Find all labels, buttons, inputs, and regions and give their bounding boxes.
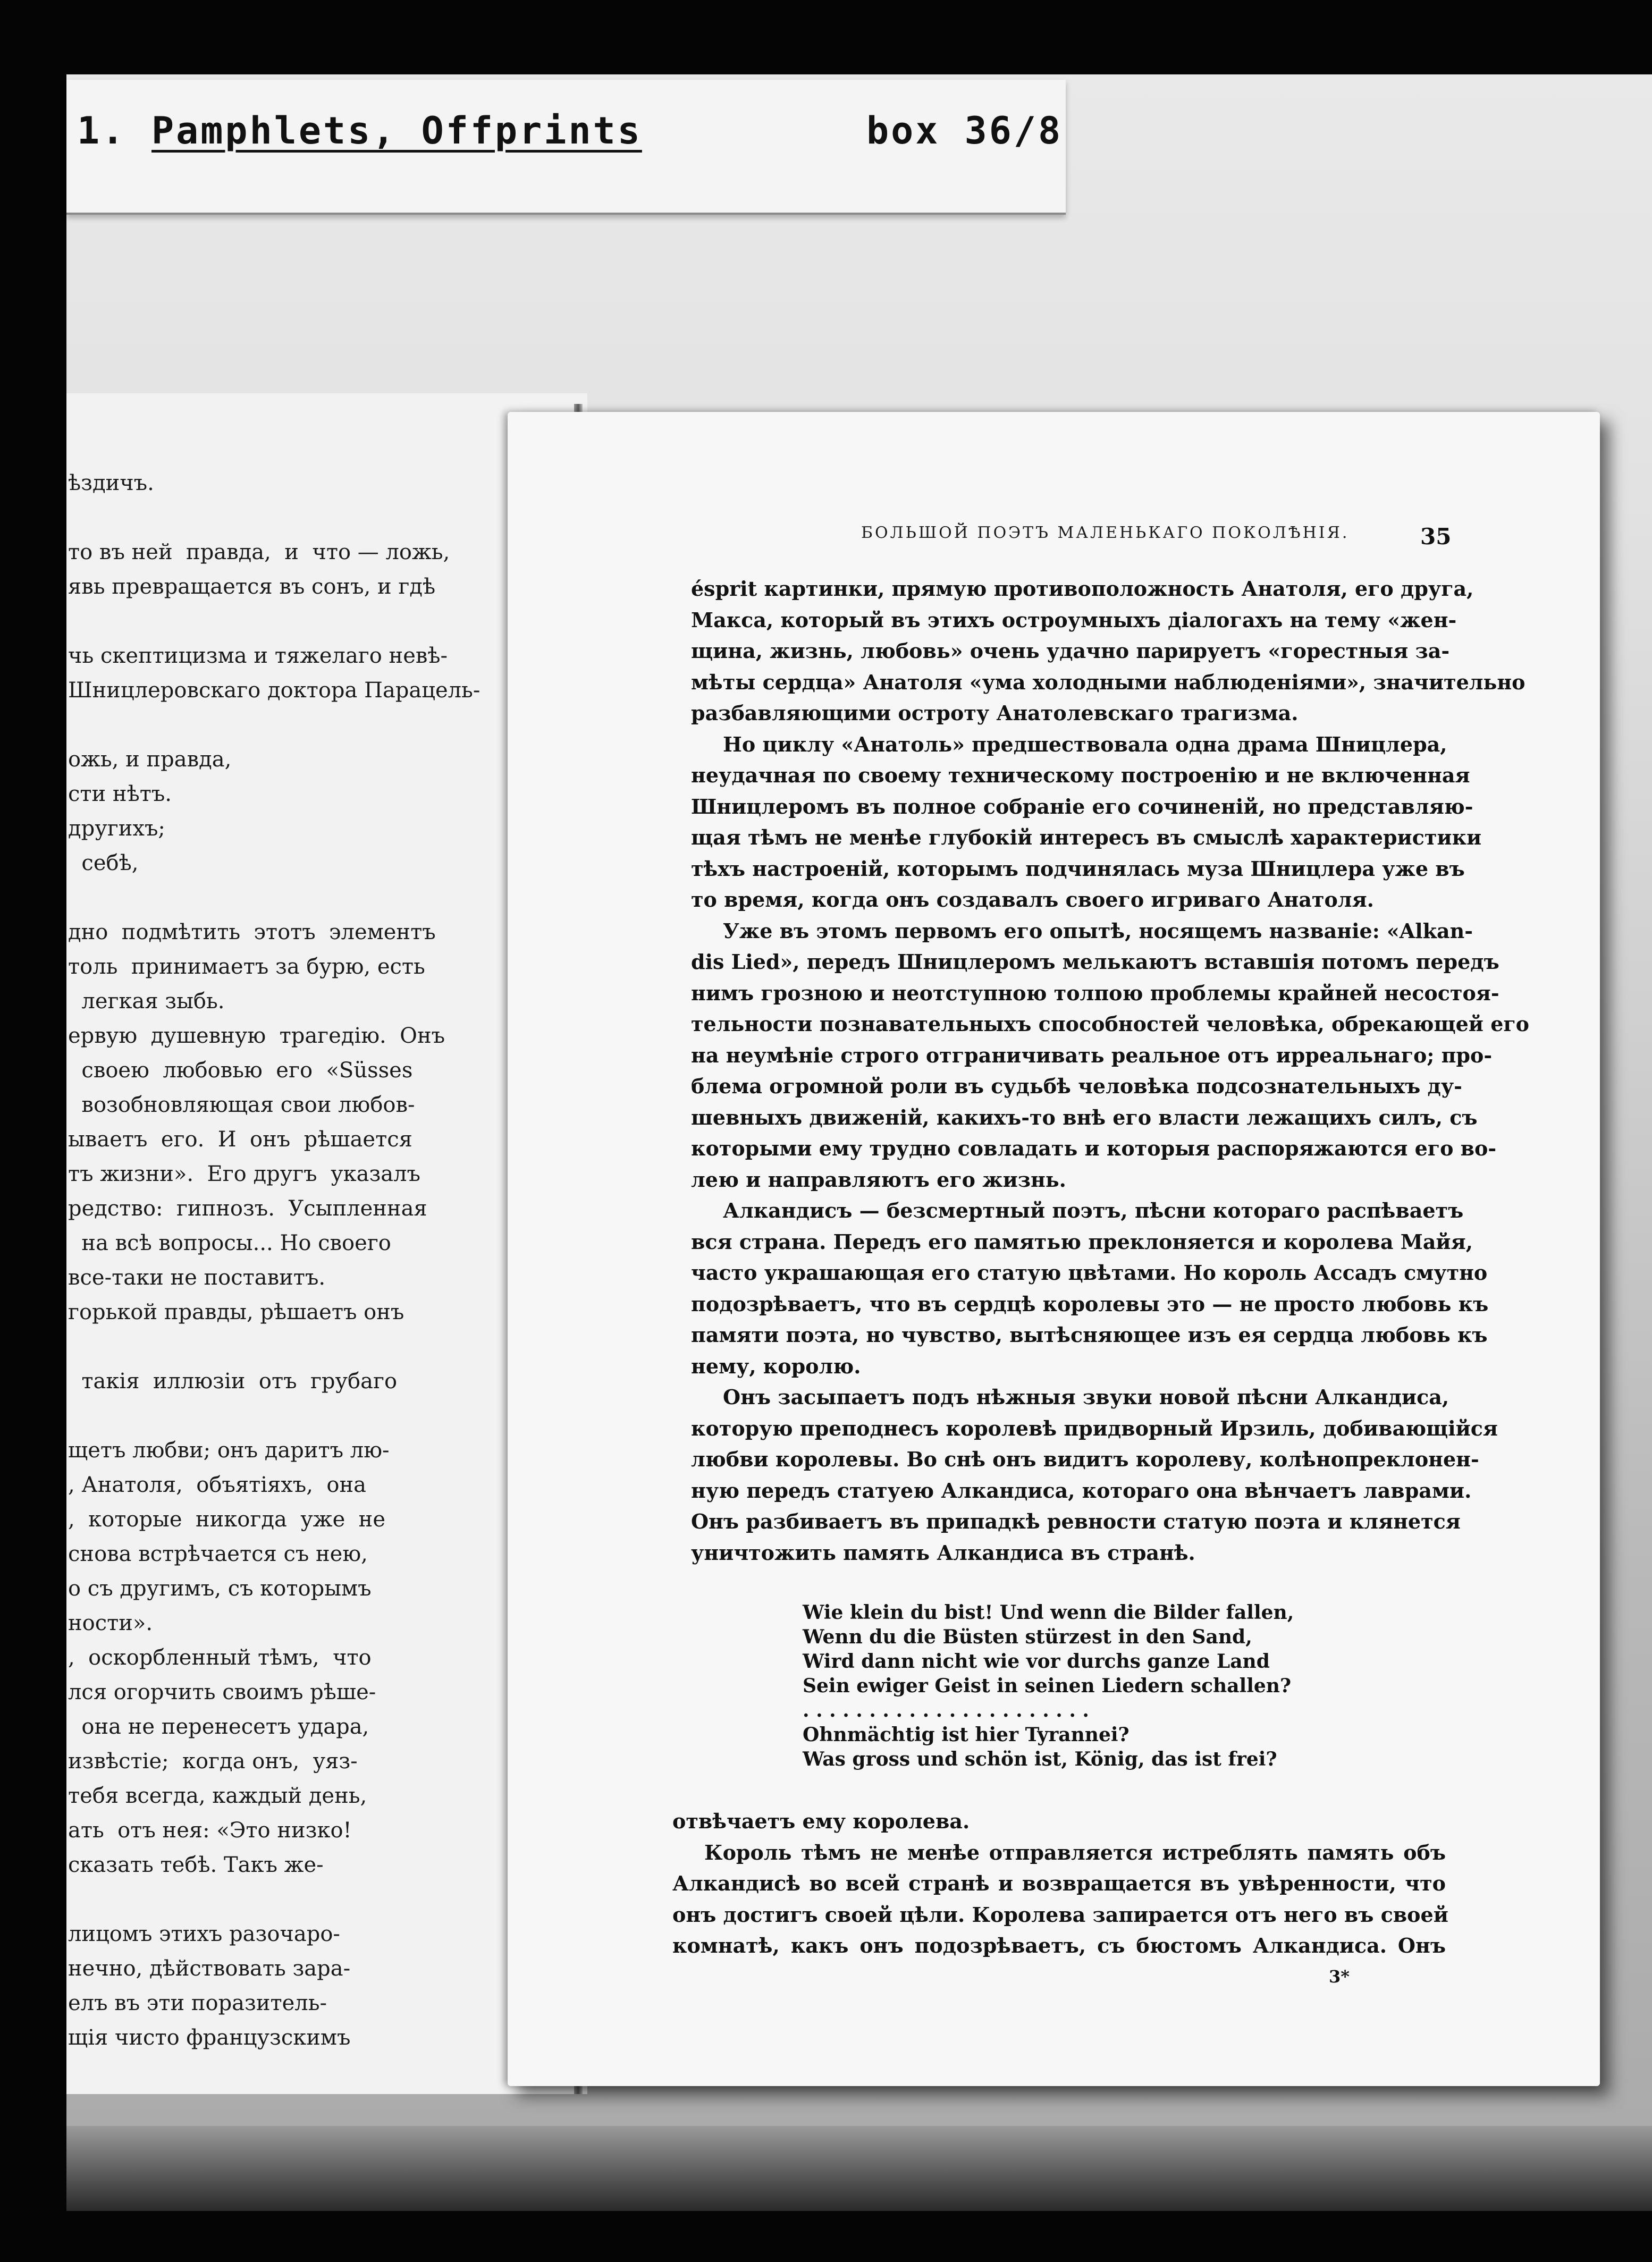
left-text-line: лицомъ этихъ разочаро- (68, 1922, 340, 1946)
poem-line: Wie klein du bist! Und wenn die Bilder fallen, (803, 1601, 1294, 1624)
left-text-line: такія иллюзіи отъ грубаго (68, 1369, 398, 1394)
left-text-line: ать отъ нея: «Это низко! (68, 1818, 352, 1843)
left-text-line: возобновляющая свои любов- (68, 1093, 415, 1117)
body-text-line: подозрѣваетъ, что въ сердцѣ королевы это — не просто любовь къ (691, 1292, 1489, 1316)
body-text-line: Король тѣмъ не менѣе отправляется истреблять память объ (704, 1840, 1446, 1864)
left-text-line: щетъ любви; онъ даритъ лю- (68, 1438, 390, 1463)
label-number: 1. (77, 109, 127, 153)
signature-mark: 3* (1329, 1966, 1350, 1987)
body-text-line: Уже въ этомъ первомъ его опытѣ, носящемъ названіе: «Alkan- (723, 918, 1473, 943)
left-text-line: , Анатоля, объятіяхъ, она (68, 1473, 366, 1497)
left-text-line: она не перенесетъ удара, (68, 1715, 369, 1739)
poem-line: Wenn du die Büsten stürzest in den Sand, (803, 1626, 1252, 1648)
left-text-line: сказать тебѣ. Такъ же- (68, 1853, 324, 1877)
body-text-line: которыми ему трудно совладать и которыя распоряжаются его во- (691, 1136, 1497, 1160)
left-text-line: извѣстіе; когда онъ, уяз- (68, 1749, 358, 1774)
body-text-line: отвѣчаетъ ему королева. (672, 1809, 970, 1833)
body-text-line: любви королевы. Во снѣ онъ видитъ королеву, колѣнопреклонен- (691, 1447, 1479, 1471)
body-text-line: dis Lied», передъ Шницлеромъ мелькаютъ вставшія потомъ передъ (691, 950, 1499, 974)
body-text-line: Алкандисѣ во всей странѣ и возвращается въ увѣренности, что (672, 1871, 1446, 1895)
left-text-line: все-таки не поставитъ. (68, 1265, 326, 1290)
left-text-line: своею любовью его «Süsses (68, 1058, 413, 1083)
left-text-line: лся огорчить своимъ рѣше- (68, 1680, 376, 1704)
body-text-line: Онъ засыпаетъ подъ нѣжныя звуки новой пѣсни Алкандиса, (723, 1385, 1449, 1409)
body-text-line: нимъ грозною и неотступною толпою проблемы крайней несостоя- (691, 981, 1499, 1005)
body-text-line: нему, королю. (691, 1354, 861, 1378)
body-text-line: ésprit картинки, прямую противоположность Анатоля, его друга, (691, 577, 1474, 601)
left-text-line: толь принимаетъ за бурю, есть (68, 955, 425, 979)
body-text-line: ную передъ статуею Алкандиса, котораго она вѣнчаетъ лаврами. (691, 1478, 1472, 1503)
left-text-line: ожь, и правда, (68, 747, 232, 772)
left-text-line: сти нѣтъ. (68, 782, 172, 806)
left-text-line: то въ ней правда, и что — ложь, (68, 540, 450, 564)
poem-line: Was gross und schön ist, König, das ist frei? (803, 1748, 1277, 1770)
poem-line: . . . . . . . . . . . . . . . . . . . . . . (803, 1699, 1089, 1721)
left-text-line: ѣздичъ. (68, 471, 154, 495)
poem-line: Ohnmächtig ist hier Tyrannei? (803, 1724, 1130, 1746)
body-text-line: лею и направляютъ его жизнь. (691, 1167, 1066, 1192)
body-text-line: разбавляющими остроту Анатолевскаго трагизма. (691, 701, 1299, 725)
left-text-line: легкая зыбь. (68, 989, 225, 1014)
label-title: Pamphlets, Offprints (151, 109, 642, 153)
left-text-line: ываетъ его. И онъ рѣшается (68, 1127, 412, 1152)
left-text-line: чь скептицизма и тяжелаго невѣ- (68, 644, 448, 668)
photo-bottom-shadow (66, 2126, 1652, 2211)
body-text-line: комнатѣ, какъ онъ подозрѣваетъ, съ бюстомъ Алкандиса. Онъ (672, 1934, 1446, 1957)
left-text-line: тебя всегда, каждый день, (68, 1784, 367, 1808)
body-text-line: Онъ разбиваетъ въ припадкѣ ревности статую поэта и клянется (691, 1509, 1461, 1533)
label-box: box 36/8 (866, 109, 1063, 153)
left-text-line: явь превращается въ сонъ, и гдѣ (68, 575, 436, 599)
left-text-line: о съ другимъ, съ которымъ (68, 1576, 372, 1601)
body-text-line: мѣты сердца» Анатоля «ума холодными наблюденіями», значительно (691, 670, 1525, 694)
body-text-line: которую преподнесъ королевѣ придворный Ирзиль, добивающійся (691, 1416, 1498, 1440)
body-text-line: уничтожить память Алкандиса въ странѣ. (691, 1540, 1195, 1565)
left-text-line: ности». (68, 1611, 153, 1635)
left-text-line: другихъ; (68, 816, 165, 841)
left-text-line: ервую душевную трагедію. Онъ (68, 1024, 445, 1048)
body-text-line: часто украшающая его статую цвѣтами. Но король Ассадъ смутно (691, 1261, 1488, 1285)
left-text-line: редство: гипнозъ. Усыпленная (68, 1196, 427, 1221)
page-number: 35 (1420, 524, 1452, 550)
body-text-line: Макса, который въ этихъ остроумныхъ діалогахъ на тему «жен- (691, 607, 1457, 632)
body-text-line: то время, когда онъ создавалъ своего игриваго Анатоля. (691, 888, 1374, 911)
poem-line: Sein ewiger Geist in seinen Liedern schallen? (803, 1675, 1292, 1697)
body-text-line: на неумѣніе строго отграничивать реальное отъ ирреальнаго; про- (691, 1043, 1493, 1067)
body-text-line: тельности познавательныхъ способностей человѣка, обрекающей его (691, 1012, 1529, 1036)
poem-line: Wird dann nicht wie vor durchs ganze Land (803, 1650, 1270, 1673)
left-text-line: себѣ, (68, 851, 139, 875)
body-text-line: онъ достигъ своей цѣли. Королева запирается отъ него въ своей (672, 1902, 1448, 1927)
body-text-line: шевныхъ движеній, какихъ-то внѣ его власти лежащихъ силъ, съ (691, 1105, 1478, 1129)
left-text-line: Шницлеровскаго доктора Парацель- (68, 678, 481, 703)
running-head: БОЛЬШОЙ ПОЭТЪ МАЛЕНЬКАГО ПОКОЛѢНІЯ. (861, 524, 1350, 542)
left-text-line: , которые никогда уже не (68, 1507, 386, 1532)
left-text-line: снова встрѣчается съ нею, (68, 1542, 368, 1566)
body-text-line: тѣхъ настроеній, которымъ подчинялась муза Шницлера уже въ (691, 856, 1465, 881)
left-text-line: щія чисто французскимъ (68, 2025, 351, 2050)
body-text-line: Шницлеромъ въ полное собраніе его сочиненій, но представляю- (691, 794, 1473, 818)
left-text-line: дно подмѣтить этотъ элементъ (68, 920, 436, 944)
left-text-line: тъ жизни». Его другъ указалъ (68, 1162, 420, 1186)
left-text-line: горькой правды, рѣшаетъ онъ (68, 1300, 404, 1324)
body-text-line: блема огромной роли въ судьбѣ человѣка подсознательныхъ ду- (691, 1074, 1462, 1098)
body-text-line: щина, жизнь, любовь» очень удачно парируетъ «горестныя за- (691, 639, 1450, 663)
body-text-line: Алкандисъ — безсмертный поэтъ, пѣсни котораго распѣваетъ (723, 1198, 1464, 1222)
body-text-line: Но циклу «Анатоль» предшествовала одна драма Шницлера, (723, 732, 1447, 756)
archive-label-strip (66, 80, 1066, 215)
left-text-line: елъ въ эти поразитель- (68, 1991, 327, 2015)
left-text-line: нечно, дѣйствовать зара- (68, 1956, 351, 1981)
body-text-line: вся страна. Передъ его памятью преклоняется и королева Майя, (691, 1229, 1473, 1254)
body-text-line: неудачная по своему техническому построенію и не включенная (691, 763, 1470, 787)
body-text-line: щая тѣмъ не менѣе глубокій интересъ въ смыслѣ характеристики (691, 825, 1482, 849)
left-text-line: , оскорбленный тѣмъ, что (68, 1645, 372, 1670)
left-text-line: на всѣ вопросы... Но своего (68, 1231, 391, 1255)
body-text-line: памяти поэта, но чувство, вытѣсняющее изъ ея сердца любовь къ (691, 1323, 1488, 1347)
